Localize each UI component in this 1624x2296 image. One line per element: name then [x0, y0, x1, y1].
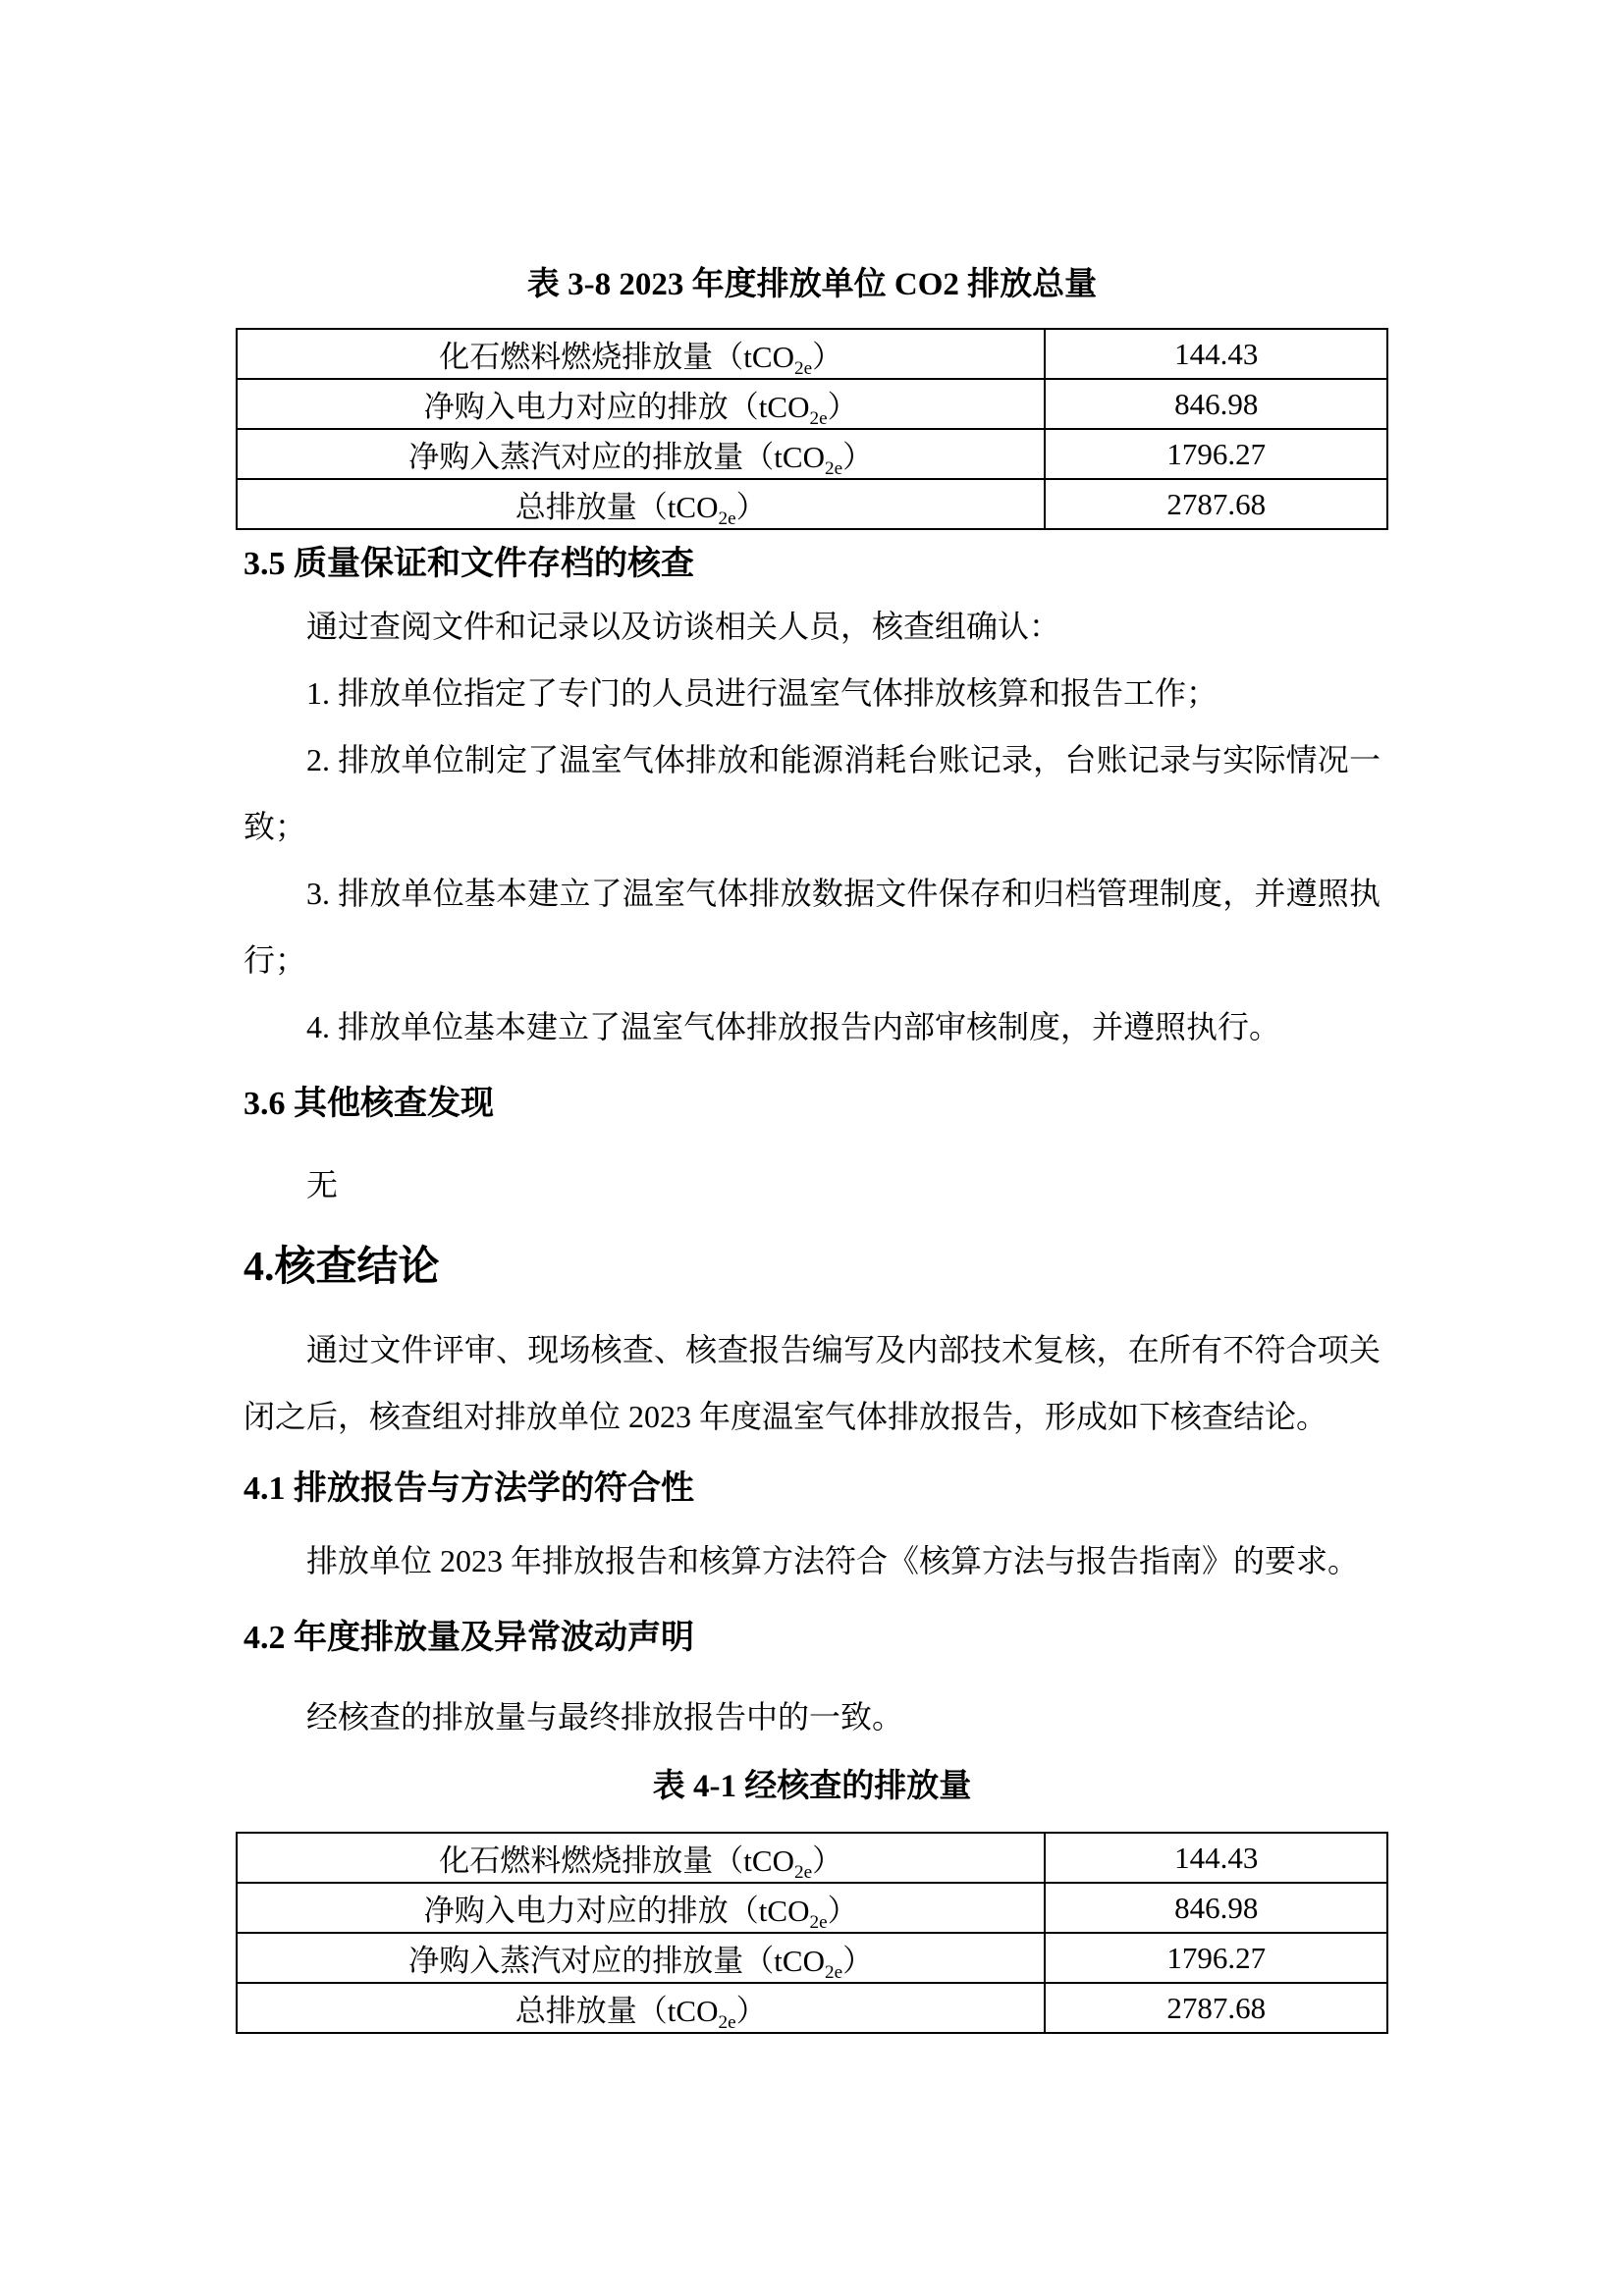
- row-value: 1796.27: [1045, 429, 1387, 479]
- section-4-2-heading: 4.2 年度排放量及异常波动声明: [244, 1620, 694, 1656]
- section-4-2-content: 经核查的排放量与最终排放报告中的一致。: [306, 1699, 904, 1735]
- unit-subscript: 2e: [809, 408, 828, 430]
- unit-subscript: 2e: [793, 1862, 813, 1884]
- table-row: [237, 479, 1387, 529]
- table-row: [237, 1983, 1387, 2033]
- label-text: 化石燃料燃烧排放量（tCO: [439, 340, 794, 374]
- unit-subscript: 2e: [718, 2012, 736, 2034]
- table-row: [237, 379, 1387, 429]
- section-3-6-content: 无: [306, 1167, 339, 1202]
- row-value: 2787.68: [1045, 479, 1387, 529]
- finding-item-4: 4. 排放单位基本建立了温室气体排放报告内部审核制度，并遵照执行。: [306, 1009, 1281, 1044]
- label-suffix: ）: [827, 390, 858, 424]
- table-4-1-emissions-table: [236, 1832, 1388, 2034]
- label-text: 净购入蒸汽对应的排放量（tCO: [408, 440, 825, 474]
- unit-subscript: 2e: [793, 358, 813, 380]
- label-text: 总排放量（tCO: [514, 1994, 719, 2028]
- label-suffix: ）: [735, 1994, 767, 2028]
- row-label: [237, 1983, 1045, 2033]
- label-text: 净购入电力对应的排放（tCO: [423, 1894, 810, 1928]
- section-4-intro: 通过文件评审、现场核查、核查报告编写及内部技术复核，在所有不符合项关闭之后，核查组对排放单位 2023 年度温室气体排放报告，形成如下核查结论。: [244, 1332, 1380, 1434]
- finding-item-3: 3. 排放单位基本建立了温室气体排放数据文件保存和归档管理制度，并遵照执行；: [244, 876, 1380, 978]
- label-suffix: ）: [812, 1843, 843, 1878]
- unit-subscript: 2e: [824, 458, 843, 480]
- label-text: 净购入蒸汽对应的排放量（tCO: [408, 1944, 825, 1978]
- label-text: 总排放量（tCO: [514, 490, 719, 524]
- finding-item-2: 2. 排放单位制定了温室气体排放和能源消耗台账记录，台账记录与实际情况一致；: [244, 742, 1380, 844]
- row-label: [237, 379, 1045, 429]
- table-row: [237, 1833, 1387, 1883]
- label-text: 净购入电力对应的排放（tCO: [423, 390, 810, 424]
- row-label: [237, 1933, 1045, 1983]
- section-4-1-content: 排放单位 2023 年排放报告和核算方法符合《核算方法与报告指南》的要求。: [306, 1543, 1360, 1578]
- unit-subscript: 2e: [824, 1962, 843, 1984]
- table-row: [237, 429, 1387, 479]
- label-suffix: ）: [812, 340, 843, 374]
- row-label: [237, 1883, 1045, 1933]
- unit-subscript: 2e: [718, 508, 736, 530]
- label-suffix: ）: [842, 440, 874, 474]
- section-3-5-intro: 通过查阅文件和记录以及访谈相关人员，核查组确认：: [306, 609, 1061, 644]
- row-label: [237, 429, 1045, 479]
- table-row: [237, 1883, 1387, 1933]
- table-3-8-emissions-table: [236, 328, 1388, 530]
- row-label: [237, 1833, 1045, 1883]
- table-3-8-title: 表 3-8 2023 年度排放单位 CO2 排放总量: [526, 267, 1098, 302]
- row-label: [237, 479, 1045, 529]
- row-value: 144.43: [1045, 329, 1387, 379]
- section-4-heading: 4.核查结论: [244, 1245, 440, 1290]
- table-row: [237, 1933, 1387, 1983]
- unit-subscript: 2e: [809, 1912, 828, 1934]
- row-label: [237, 329, 1045, 379]
- row-value: 144.43: [1045, 1833, 1387, 1883]
- label-suffix: ）: [827, 1894, 858, 1928]
- row-value: 846.98: [1045, 379, 1387, 429]
- section-3-6-heading: 3.6 其他核查发现: [244, 1086, 494, 1122]
- table-row: [237, 329, 1387, 379]
- section-4-1-heading: 4.1 排放报告与方法学的符合性: [244, 1470, 694, 1507]
- row-value: 2787.68: [1045, 1983, 1387, 2033]
- row-value: 1796.27: [1045, 1933, 1387, 1983]
- section-3-5-heading: 3.5 质量保证和文件存档的核查: [244, 546, 694, 582]
- table-4-1-title: 表 4-1 经核查的排放量: [652, 1769, 972, 1804]
- row-value: 846.98: [1045, 1883, 1387, 1933]
- label-suffix: ）: [735, 490, 767, 524]
- finding-item-1: 1. 排放单位指定了专门的人员进行温室气体排放核算和报告工作；: [306, 675, 1218, 711]
- label-suffix: ）: [842, 1944, 874, 1978]
- label-text: 化石燃料燃烧排放量（tCO: [439, 1843, 794, 1878]
